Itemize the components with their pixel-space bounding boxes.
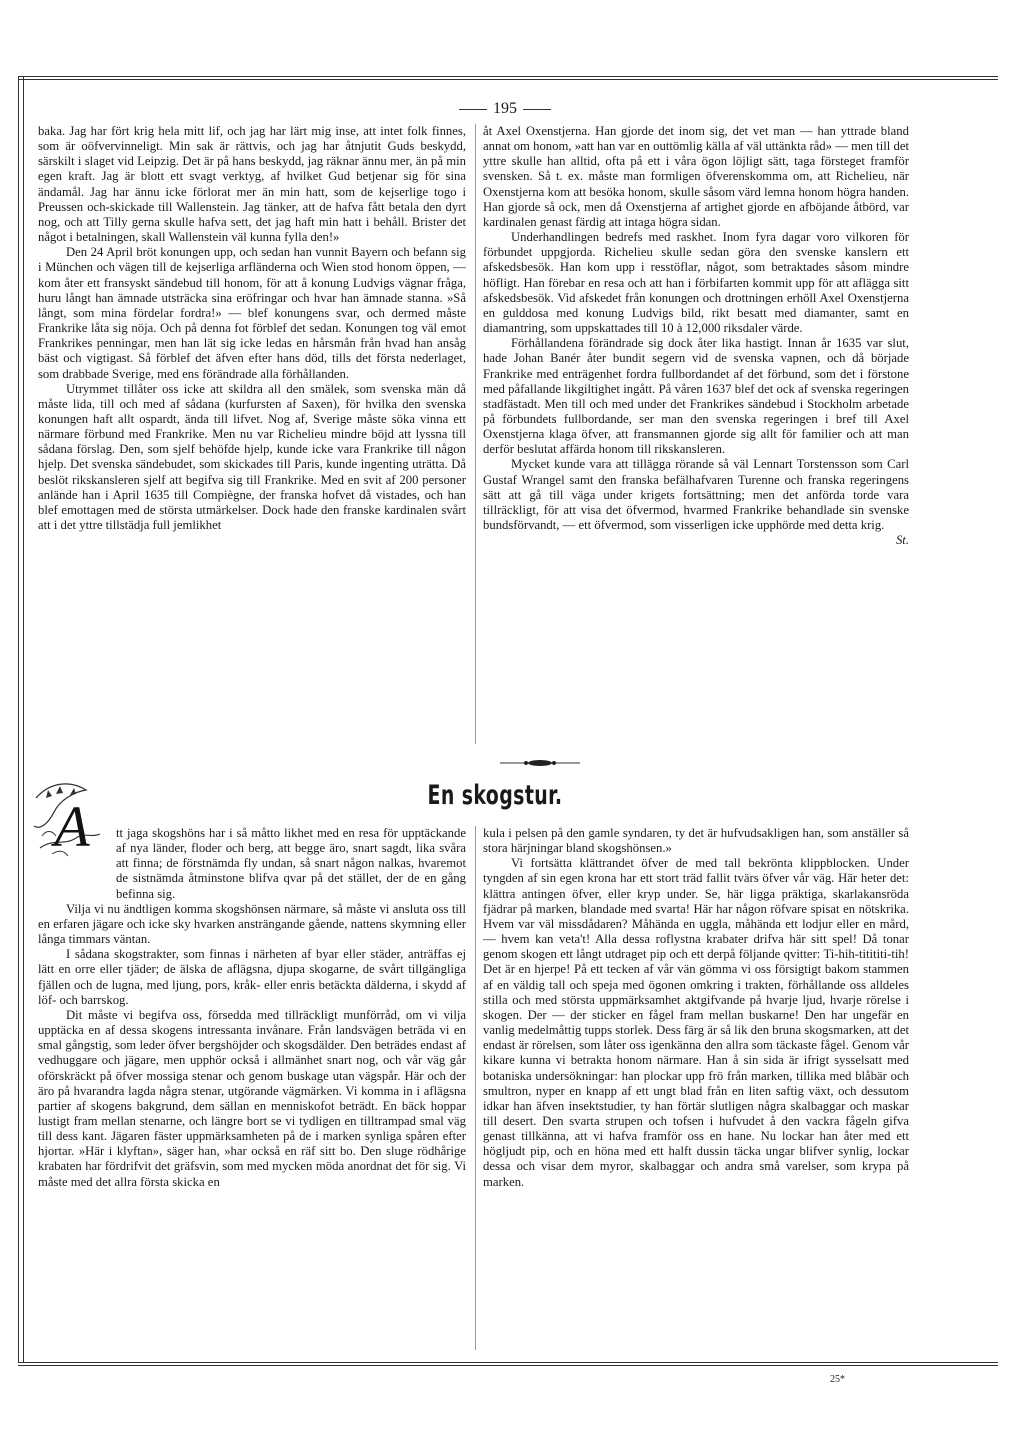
paragraph: Dit måste vi begifva oss, försedda med tillräckligt munförråd, om vi vilja upptäcka en af dessa skogens intressanta invånare. Från landsvägen beträda vi en smal gångstig, som leder öfver bergshöjder och skogsdälder. Den beträdes endast af vedhuggare och jägare, men upphör också i allmänhet snart nog, och vår väg går oförskräckt på öfver mossiga stenar och genom buskage utan vägspår. Här och der äro på hvarandra lagda några stenar, utgörande vägmärken. Vi komma in i aflägsna partier af skogens bakgrund, dem sällan en menniskofot beträdt. En bäck hoppar lustigt fram mellan stenarne, och längre bort se vi tydligen en tilltrampad smal väg till dess kant. Jägaren fäster uppmärksamheten på de i marken synliga spåren efter hjortar. »Här i klyftan», säger han, »har också en räf sitt bo. Den sluge rödhårige krabaten har fördrifvit det gräfsvin, som med mycken möda anordnat det för sig. Vi måste med det allra första skicka en xyxy=(38,1007,466,1189)
top-rule xyxy=(18,76,998,80)
article2-column-right xyxy=(483,826,909,1190)
article1-column-left xyxy=(38,124,466,533)
column-divider xyxy=(475,826,476,1350)
paragraph: Underhandlingen bedrefs med raskhet. Inom fyra dagar voro vilkoren för förbundet uppgjorda. Richelieu skulle sedan göra den svenske kanslern ett afskedsbesök. Han kom upp i resstöflar, något, som betraktades såsom mindre höfligt. Han förebar en resa och att han i förbifarten kommit upp för att aflägga sitt afskedsbesök. Vid afskedet från konungen och drottningen erhöll Axel Oxenstjerna en gulddosa med konung Ludvigs bild, rikt besatt med diamanter, samt en diamantring, som uppskattades till 10 à 12,000 riksdaler värde. xyxy=(483,230,909,336)
paragraph: åt Axel Oxenstjerna. Han gjorde det inom sig, det vet man — han yttrade bland annat om honom, »att han var en outtömlig källa af väl uttänkta råd» — men till det yttre skulle han alltid, ofta på ett i våra ögon löjligt sätt, taga försteget framför svensken. Så t. ex. måste man formligen öfverenskomma om, att Richelieu, när Oxenstjerna kom att besöka honom, skulle såsom värd lemna honom högra handen. Han gjorde så ock, men då Oxenstjerna af artighet gjorde en afböjande åtbörd, var kardinalen genast färdig att intaga högra sidan. xyxy=(483,124,909,229)
paragraph: baka. Jag har fört krig hela mitt lif, och jag har lärt mig inse, att intet folk finnes, som är oöfvervinneligt. Min sak är rättvis, och jag har åtnjutit Guds beskydd, särskilt i slaget vid Leipzig. Det är på hans beskydd, jag räknar ännu mer, än på min egen kraft. Jag är blott ett svagt verktyg, af hvilket Gud betjenar sig för sina ändamål. Jag har ännu icke förlorat mer än min hatt, som de kejserlige togo i Preussen och-skickade till Wallenstein. Jag tänker, att de hafva fått betala den dyrt nog, och att Tilly gerna skulle hafva sett, det jag haft min hatt i behåll. Brister det något i betalningen, skall Wallenstein väl kunna fylla den!» xyxy=(38,124,466,245)
paragraph: Den 24 April bröt konungen upp, och sedan han vunnit Bayern och befann sig i München och vägen till de kejserliga arfländerna och Wien stod honom öppen, — kom åter ett fransyskt sändebud till honom, för att å konung Ludvigs vägnar fråga, huru långt han ämnade utsträcka sina eröfringar och hvar han ämnade stanna. »Så långt, som mina fördelar fordra!» — blef konungens svar, och dermed måste Frankrike låta sig nöja. Och på denna fot förblef det sedan. Konungen tog väl emot Frankrikes penningar, men han lät sig icke ledas en hårsmån från hvad han ansåg bäst och vigtigast. Så förblef det äfven efter hans död, tills det första nederlaget, som drabbade Sverige, med ens förändrade alla förhållanden. xyxy=(38,245,466,381)
paragraph: Vilja vi nu ändtligen komma skogshönsen närmare, så måste vi ansluta oss till en erfaren jägare och icke sky hvarken ansträngande gående, nattens skymning eller långa timmars väntan. xyxy=(38,901,466,947)
paragraph: I sådana skogstrakter, som finnas i närheten af byar eller städer, anträffas ej lätt en orre eller tjäder; de älska de aflägsna, djupa skogarne, de svårt tillgängliga fjällen och de lugna, med ljung, pors, kråk- eller enris betäckta dälderna, i skydd af löf- och barrskog. xyxy=(38,947,466,1007)
paragraph: kula i pelsen på den gamle syndaren, ty det är hufvudsakligen han, som anställer så stora härjningar bland skogshönsen.» xyxy=(483,826,909,856)
author-signature: St. xyxy=(895,533,909,548)
initial-letter: A xyxy=(54,794,90,859)
page-number: 195 xyxy=(440,100,570,118)
ornament-divider xyxy=(500,759,580,767)
column-divider xyxy=(475,124,476,744)
paragraph-text: Mycket kunde vara att tillägga rörande så väl Lennart Torstensson som Carl Gustaf Wrangel samt den franska befälhafvaren Turenne och franska regeringens sätt att gå till väga under krigets fortsättning; men det anförda torde vara tillräckligt, för att visa det öfvermod, hvarmed Frankrike behandlade sin svenske bundsförvandt, — ett öfvermod, som visserligen icke upphörde med detta krig. xyxy=(483,457,909,533)
article-title: En skogstur. xyxy=(427,780,563,811)
paragraph-lead: tt jaga skogshöns har i så måtto likhet med en resa för upptäckande af nya länder, floder och berg, att begge äro, snart sagdt, lika svåra att finna; de förstnämda fly undan, så snart någon nalkas, hvaremot de sistnämda åtminstone blifva qvar på det stället, der de en gång befinna sig. xyxy=(116,826,466,901)
paragraph: Utrymmet tillåter oss icke att skildra all den smälek, som svenska män då måste lida, till och med af sådana (kurfursten af Saxen), för hvilka den svenska konungen haft allt ospardt, ända till lifvet. Nog af, Sverige måste söka vinna ett närmare förbund med Frankrike. Men nu var Richelieu mindre böjd att lyssna till sådana förslag. Den, som sjelf behöfde hjelp, kunde icke vara Frankrike till någon hjelp. Det svenska sändebudet, som skickades till Paris, kunde ingenting uträtta. Då beslöt rikskansleren sjelf att begifva sig till Frankrike. Med en svit af 200 personer anlände han i April 1635 till Compiègne, der franska hofvet då vistades, och han blef emottagen med de största utmärkelser. Dock hade den franske kardinalen svårt att i det yttre tillstädja full jemlikhet xyxy=(38,381,466,533)
article1-column-right xyxy=(483,124,909,548)
article2-column-left xyxy=(38,826,466,1190)
paragraph: Vi fortsätta klättrandet öfver de med tall bekrönta klippblocken. Under tyngden af sin egen krona har ett stort träd fallit tvärs öfver vår väg. Här heter det: klättra antingen öfver, eller kryp under. Se, här ligga präktiga, skarlakansröda fjädrar på marken, blandade med svarta! Här har någon röfvare spisat en nötskrika. Hvem var väl missdådaren? Måhända en uggla, måhända ett lodjur eller en mård, — hvem kan veta't! Alla dessa roflystna krabater drifva här sitt spel! Då tonar genom skogen ett långt utdraget pip och ett derpå följande qvitter: Ti-hih-titititi-tih! Det är en hjerpe! På ett tecken af vår vän gömma vi oss försigtigt bakom stammen af en väldig tall och speja med ögonen omkring i trakten, förhållande oss alldeles stilla och med största uppmärksamhet aktgifvande på hvarje ljud, hvarje rörelse i skogen. Der — der sticker en fågel fram mellan buskarne! Den har ungefär en vanlig medelmåttig tupps storlek. Dess färg är så lik den bruna skogsmarken, att det endast är rörelsen, som låter oss igenkänna den allra som täckaste fågel. Genom vår kikare kunna vi betrakta honom närmare. Han å sin sida är ifrigt sysselsatt med botaniska undersökningar: han plockar upp frö från marken, tillika med blåbär och smultron, nyper en knapp af ett ungt blad från en liten saftig växt, och dessutom idkar han äfven insektstudier, ty han förtär slutligen några skalbaggar och maskar till desert. Den svarta strupen och tofsen i hufvudet å den vackra fågeln gifva genast tillkänna, att vi hafva framför oss en hane. Nu lockar han åter med ett högljudt pip, och en höna med ett halft dussin täcka ungar blifver synlig, lockar dessa och visar dem myror, skalbaggar och andra små varelser, som krypa på marken. xyxy=(483,856,909,1189)
printer-signature: 25* xyxy=(830,1374,845,1385)
page-frame-left xyxy=(18,76,24,1362)
paragraph: Förhållandena förändrade sig dock åter lika hastigt. Innan år 1635 var slut, hade Johan Banér åter bundit segern vid de svenska vapnen, och då började Frankrike med enträgenhet fordra fullbordandet af det förbund, som det i förstone med påfallande likgiltighet ingått. På våren 1637 blef det ock af svenska regeringen stadfästadt. Men till och med under det Frankrikes sändebud i Stockholm arbetade på förbundets fullbordande, ser man den svenska regeringen i bref till Axel Oxenstjerna klaga öfver, att fransmannen gjorde sig allt för familier och att man derför beslutat affärda honom till rikskansleren. xyxy=(483,336,909,457)
bottom-rule xyxy=(18,1362,998,1366)
paragraph xyxy=(483,457,909,548)
